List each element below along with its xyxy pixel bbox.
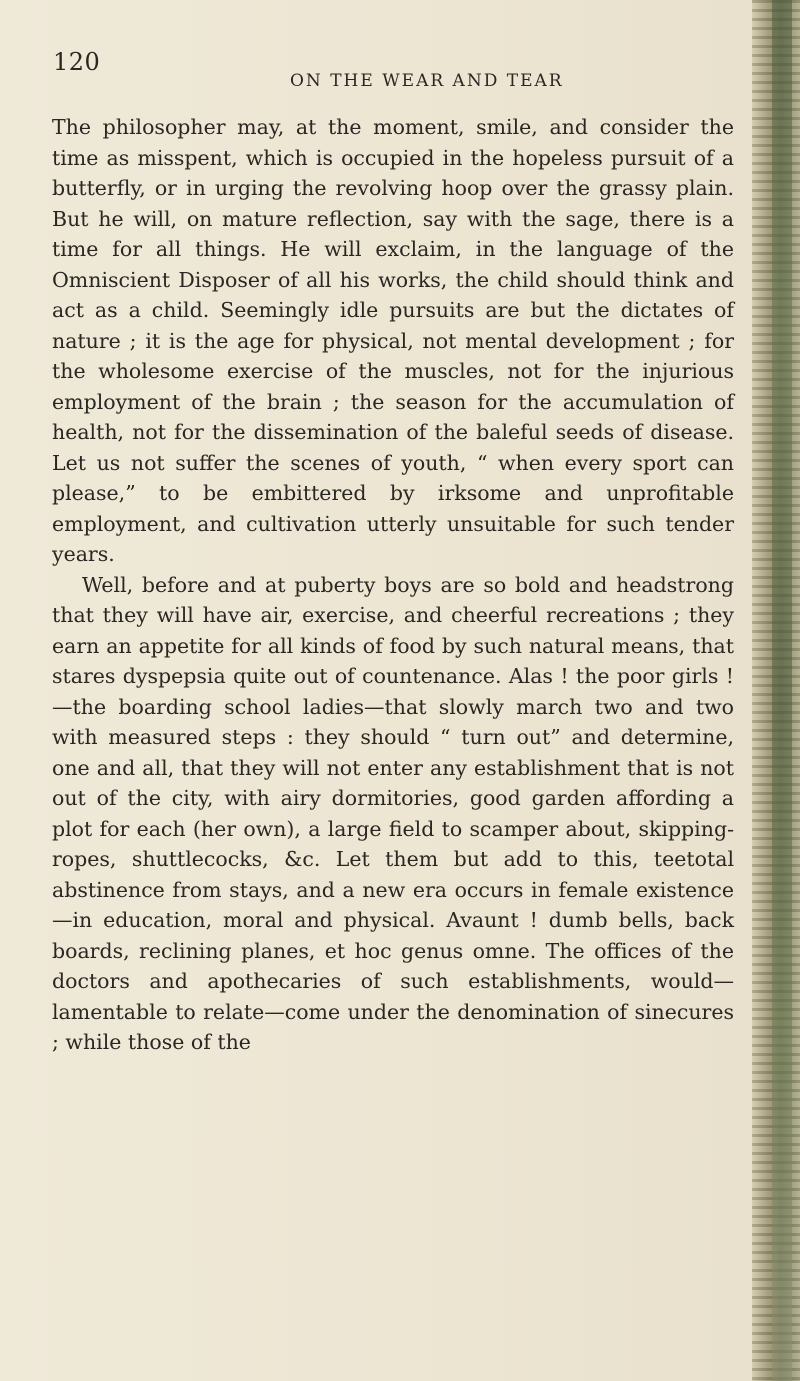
running-head: ON THE WEAR AND TEAR — [290, 71, 564, 91]
paragraph-1: The philosopher may, at the moment, smile, and consider the time as misspent, which is occupied in the hopeless pursuit of a butterfly, or in urging the revolving hoop over the grassy plain. But he will, on mature reflection, say with the sage, there is a time for all things. He will exclaim, in the language of the Omniscient Disposer of all his works, the child should think and act as a child. Seemingly idle pursuits are but the dictates of nature ; it is the age for physical, not mental development ; for the wholesome exercise of the muscles, not for the injurious employment of the brain ; the season for the accumulation of health, not for the dissemination of the baleful seeds of disease. Let us not suffer the scenes of youth, “ when every sport can please,” to be embittered by irksome and unprofitable employment, and cultivation utterly unsuitable for such tender years. — [52, 115, 734, 566]
page-number: 120 — [53, 48, 101, 76]
page-edge-binding — [772, 0, 792, 1381]
body-text — [52, 112, 734, 1058]
paragraph-2: Well, before and at puberty boys are so bold and headstrong that they will have air, exercise, and cheerful recreations ; they earn an appetite for all kinds of food by such natural means, that stares dyspepsia quite out of countenance. Alas ! the poor girls !—the boarding school ladies—that slowly march two and two with measured steps : they should “ turn out” and determine, one and all, that they will not enter any establishment that is not out of the city, with airy dormitories, good garden affording a plot for each (her own), a large field to scamper about, skipping-ropes, shuttlecocks, &c. Let them but add to this, teetotal abstinence from stays, and a new era occurs in female existence—in education, moral and physical. Avaunt ! dumb bells, back boards, reclining planes, et hoc genus omne. The offices of the doctors and apothecaries of such establishments, would—lamentable to relate—come under the denomination of sinecures ; while those of the — [52, 572, 734, 1054]
